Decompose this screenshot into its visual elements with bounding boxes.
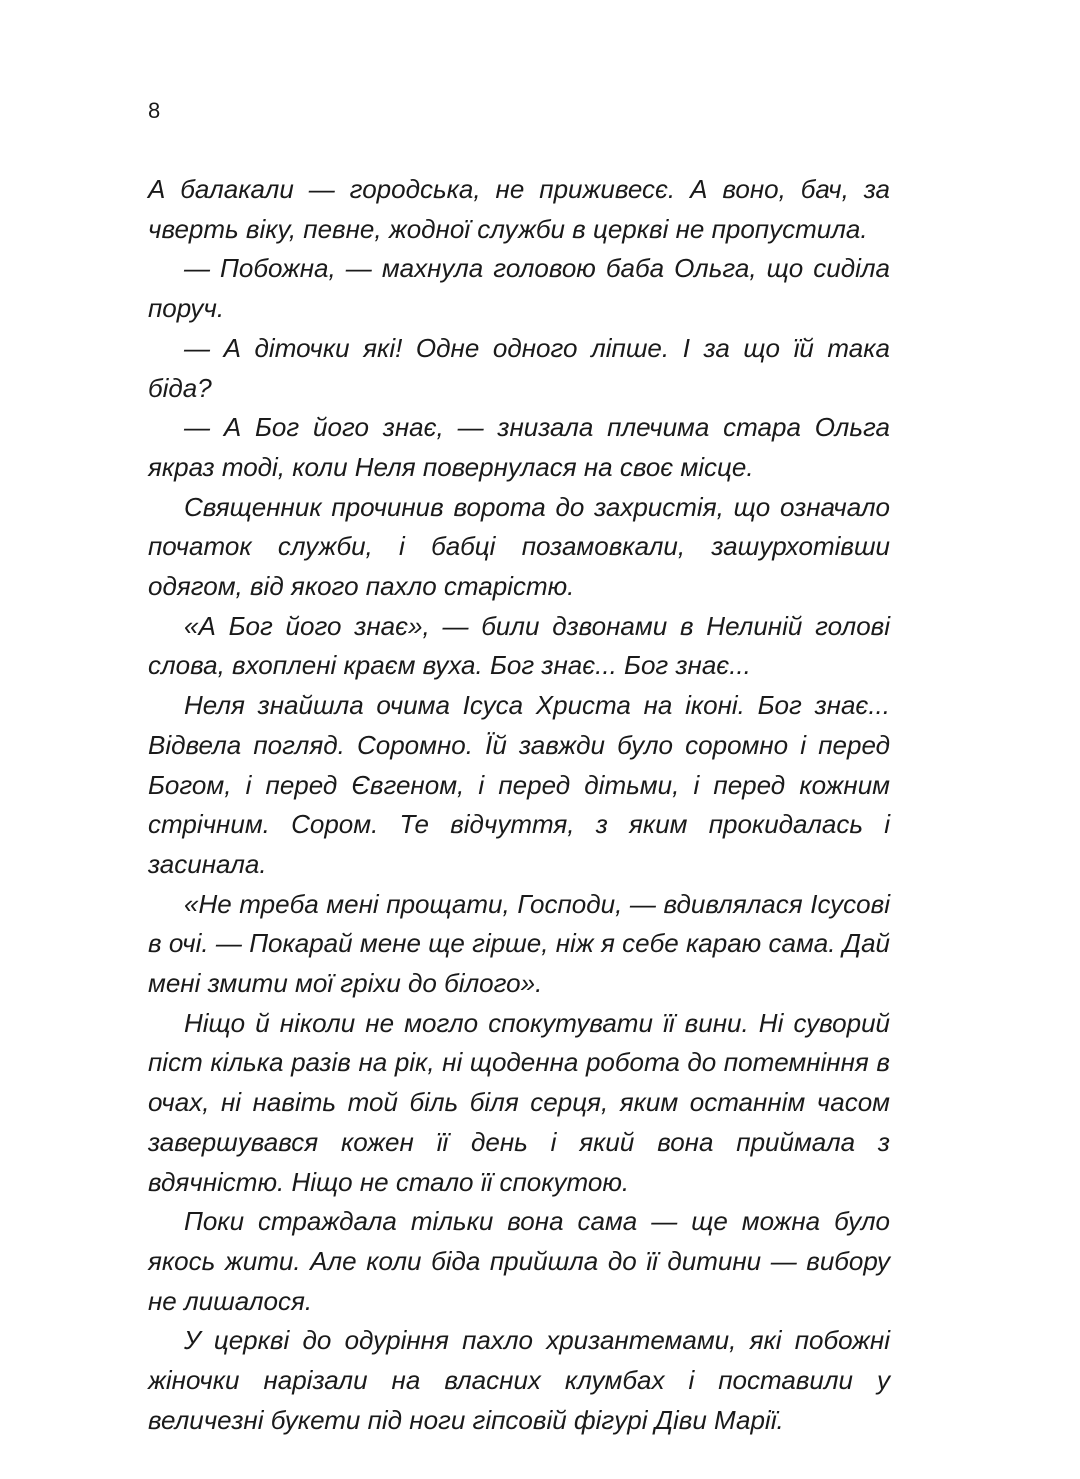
- paragraph: — А діточки які! Одне одного ліпше. І за що їй така біда?: [148, 332, 890, 403]
- paragraph: — Побожна, — махнула головою баба Ольга, що сиділа поруч.: [148, 253, 890, 324]
- paragraph: У церкві до одуріння пахло хризантемами, які побожні жіночки нарізали на власних клумбах і поставили у величезні букети під ноги гіпсовій фігурі Діви Марії.: [148, 1325, 890, 1435]
- paragraph: Неля знайшла очима Ісуса Христа на іконі. Бог знає... Відвела погляд. Соромно. Їй завжди було соромно і перед Богом, і перед Євгеном, і перед дітьми, і перед кожним стрічним. Сором. Те відчуття, з яким прокидалась і засинала.: [148, 690, 890, 879]
- paragraph: «Не треба мені прощати, Господи, — вдивлялася Ісусові в очі. — Покарай мене ще гірше, ніж я себе караю сама. Дай мені змити мої гріхи до білого».: [148, 888, 890, 999]
- paragraph: А балакали — городська, не приживесє. А воно, бач, за чверть віку, певне, жодної служби в церкві не пропустила.: [148, 174, 890, 244]
- paragraph: Поки страждала тільки вона сама — ще можна було якось жити. Але коли біда прийшла до її дитини — вибору не лишалося.: [148, 1206, 890, 1316]
- body-text: [148, 170, 890, 1441]
- paragraph: — А Бог його знає, — знизала плечима стара Ольга якраз тоді, коли Неля повернулася на своє місце.: [148, 412, 890, 482]
- page-number: 8: [148, 98, 161, 123]
- paragraph: «А Бог його знає», — били дзвонами в Нелиній голові слова, вхоплені краєм вуха. Бог знає... Бог знає...: [148, 610, 890, 681]
- paragraph: Священник прочинив ворота до захристія, що означало початок служби, і бабці позамовкали, зашурхотівши одягом, від якого пахло старістю.: [148, 491, 890, 602]
- paragraph: Ніщо й ніколи не могло спокутувати її вини. Ні суворий піст кілька разів на рік, ні щоденна робота до потемніння в очах, ні навіть той біль біля серця, яким останнім часом завершувався кожен її день і який вона приймала з вдячністю. Ніщо не стало її спокутою.: [148, 1007, 890, 1197]
